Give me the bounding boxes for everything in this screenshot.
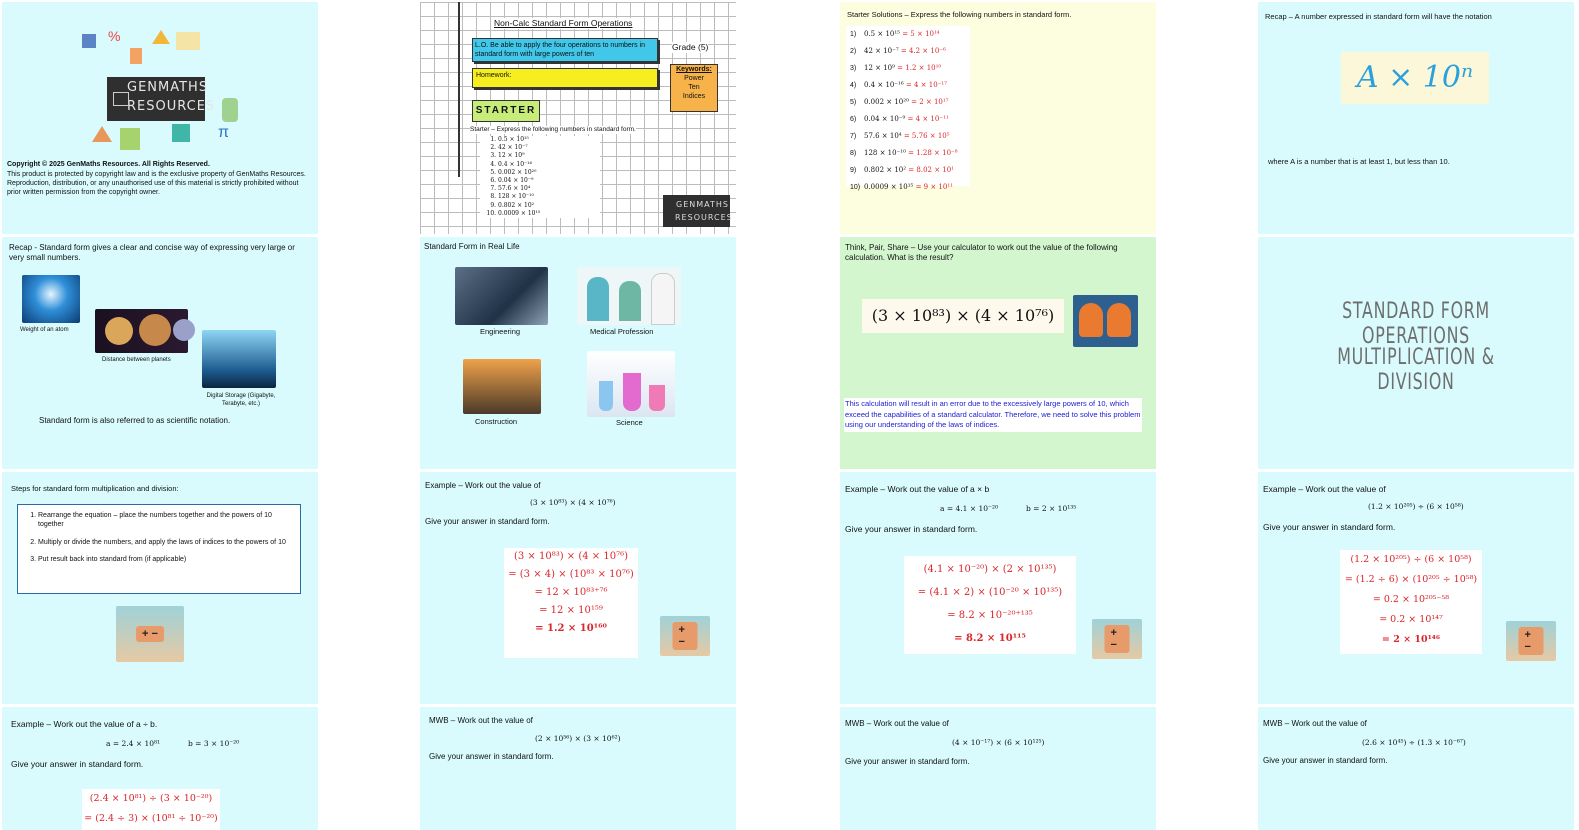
- atom-image: [22, 275, 80, 323]
- solution-number: 10): [850, 184, 861, 191]
- lo-box: L.O. Be able to apply the four operations to numbers in standard form with large powers of ten: [472, 38, 658, 62]
- working-line: = 8.2 × 10¹¹⁵: [954, 633, 1026, 644]
- construction-caption: Construction: [475, 417, 518, 426]
- solution-row: [846, 128, 970, 145]
- solution-row: [846, 145, 970, 162]
- planets-caption: Distance between planets: [102, 357, 171, 363]
- starter-item: 8. 128 × 10⁻¹⁰: [498, 193, 600, 201]
- slide-lesson-title[interactable]: [420, 2, 736, 234]
- ex4-b: b = 3 × 10⁻²⁰: [188, 739, 240, 748]
- working-line: (2.4 × 10⁸¹) ÷ (3 × 10⁻²⁰): [89, 793, 213, 804]
- mwb2-expression: (4 × 10⁻¹⁷) × (6 × 10¹²⁵): [952, 738, 1045, 747]
- plus-minus-tile: [1506, 621, 1556, 661]
- solution-question: 0.5 × 10¹⁵: [864, 30, 903, 38]
- starter-item: 5. 0.002 × 10²⁰: [498, 169, 600, 177]
- keyword-3: Indices: [682, 93, 706, 101]
- ex3-title: Example – Work out the value of: [1263, 484, 1386, 494]
- mwb3-expression: (2.6 × 10⁴⁵) ÷ (1.3 × 10⁻⁶⁷): [1362, 738, 1466, 747]
- tile-label: + −: [1519, 627, 1544, 655]
- mwb3-title: MWB – Work out the value of: [1263, 719, 1367, 728]
- working-line: = 1.2 × 10¹⁶⁰: [535, 623, 607, 634]
- ex2-b: b = 2 × 10¹³⁵: [1026, 504, 1077, 513]
- starter-question: Starter – Express the following numbers in standard form.: [470, 126, 636, 133]
- starter-item: 6. 0.04 × 10⁻⁹: [498, 177, 600, 185]
- solution-number: 1): [850, 31, 857, 38]
- ex1-working: [504, 548, 638, 658]
- tile-label: + −: [673, 622, 698, 650]
- starter-item: 1. 0.5 × 10¹⁵: [498, 136, 600, 144]
- storage-image: [202, 330, 276, 388]
- slide-example-1[interactable]: [420, 472, 736, 704]
- science-image: [587, 351, 675, 417]
- slide-section-title[interactable]: [1258, 237, 1574, 469]
- solution-number: 9): [850, 167, 857, 174]
- mwb2-title: MWB – Work out the value of: [845, 719, 949, 728]
- mwb3-instruction: Give your answer in standard form.: [1263, 756, 1388, 765]
- slide-example-3[interactable]: [1258, 472, 1574, 704]
- solution-row: [846, 111, 970, 128]
- keywords-title: Keywords:: [676, 66, 712, 73]
- working-line: = 0.2 × 10²⁰⁵⁻⁵⁸: [1372, 594, 1450, 605]
- solution-row: [846, 162, 970, 179]
- working-line: (4.1 × 10⁻²⁰) × (2 × 10¹³⁵): [923, 564, 1057, 575]
- tps-expression: (3 × 10⁸³) × (4 × 10⁷⁶): [862, 299, 1064, 333]
- logo-line-2: RESOURCES: [127, 99, 216, 114]
- ex1-instruction: Give your answer in standard form.: [425, 517, 550, 526]
- mwb2-instruction: Give your answer in standard form.: [845, 757, 970, 766]
- working-line: = (3 × 4) × (10⁸³ × 10⁷⁶): [508, 569, 634, 580]
- storage-caption: Digital Storage (Gigabyte, Terabyte, etc.): [206, 393, 276, 407]
- engineering-image: [455, 267, 548, 325]
- solution-answer: = 4.2 × 10⁻⁶: [900, 47, 946, 55]
- slide-mwb-1[interactable]: [420, 707, 736, 830]
- construction-image: [463, 359, 541, 414]
- mwb1-title: MWB – Work out the value of: [429, 716, 533, 725]
- ex4-instruction: Give your answer in standard form.: [11, 759, 144, 769]
- solution-number: 5): [850, 99, 857, 106]
- starter-item: 3. 12 × 10⁹: [498, 152, 600, 160]
- starter-list: [480, 136, 600, 218]
- starter-item: 10. 0.0009 × 10¹⁵: [498, 210, 600, 218]
- logo-line-1: GENMATHS: [127, 80, 209, 95]
- section-title-line-1: STANDARD FORM OPERATIONS: [1342, 299, 1490, 349]
- science-caption: Science: [616, 418, 643, 427]
- solution-question: 128 × 10⁻¹⁰: [864, 149, 909, 157]
- solution-answer: = 5.76 × 10⁵: [903, 132, 950, 140]
- solution-question: 0.4 × 10⁻¹⁶: [864, 81, 906, 89]
- genmaths-logo: [107, 77, 216, 121]
- solution-answer: = 4 × 10⁻¹⁷: [905, 81, 947, 89]
- slide-think-pair-share[interactable]: [840, 237, 1156, 469]
- slide-recap-notation[interactable]: [1258, 2, 1574, 234]
- ex3-working: [1340, 550, 1482, 654]
- starter-item: 2. 42 × 10⁻⁷: [498, 144, 600, 152]
- scientific-notation-note: Standard form is also referred to as scientific notation.: [39, 416, 231, 425]
- solution-number: 4): [850, 82, 857, 89]
- solution-question: 0.002 × 10²⁰: [864, 98, 912, 106]
- keywords-box: [670, 64, 718, 112]
- solution-question: 57.6 × 10⁴: [864, 132, 904, 140]
- slide-example-4[interactable]: [2, 707, 318, 830]
- solution-question: 12 × 10⁹: [864, 64, 898, 72]
- small-logo-line-1: GENMATHS: [676, 200, 729, 209]
- ex3-expression: (1.2 × 10²⁰⁵) ÷ (6 × 10⁵⁸): [1368, 502, 1464, 511]
- plus-minus-tile: [116, 606, 184, 662]
- copyright-body: This product is protected by copyright law and is the exclusive property of GenMaths Resources. Reproduction, distribution, or any unauthorised use of this material is strictly prohibited without prior written permission from the copyright owner.: [7, 171, 306, 197]
- ex4-working: [82, 789, 220, 830]
- steps-box: [17, 504, 301, 594]
- solution-row: [846, 43, 970, 60]
- starter-item: 7. 57.6 × 10⁴: [498, 185, 600, 193]
- tile-label: + −: [1105, 625, 1130, 653]
- solution-row: [846, 94, 970, 111]
- solution-number: 8): [850, 150, 857, 157]
- copyright-title: Copyright © 2025 GenMaths Resources. All Rights Reserved.: [7, 161, 210, 168]
- starter-item: 4. 0.4 × 10⁻¹⁶: [498, 161, 600, 169]
- solution-number: 7): [850, 133, 857, 140]
- slide-example-2[interactable]: [840, 472, 1156, 704]
- small-logo-line-2: RESOURCES: [675, 213, 733, 222]
- ex4-title: Example – Work out the value of a ÷ b.: [11, 719, 158, 729]
- clipart-icons: % π: [72, 28, 262, 158]
- real-life-title: Standard Form in Real Life: [424, 242, 520, 251]
- keyword-2: Ten: [688, 84, 700, 92]
- solution-question: 0.0009 × 10¹⁵: [864, 183, 916, 191]
- working-line: = 2 × 10¹⁴⁶: [1381, 634, 1441, 645]
- solutions-title: Starter Solutions – Express the following numbers in standard form.: [847, 10, 1072, 19]
- solution-row: [846, 77, 970, 94]
- solution-answer: = 8.02 × 10¹: [908, 166, 955, 174]
- steps-title: Steps for standard form multiplication and division:: [11, 484, 179, 493]
- solution-number: 2): [850, 48, 857, 55]
- working-line: = (2.4 ÷ 3) × (10⁸¹ ÷ 10⁻²⁰): [84, 813, 218, 824]
- working-line: = 8.2 × 10⁻²⁰⁺¹³⁵: [947, 610, 1033, 621]
- recap-sf-title: Recap - Standard form gives a clear and concise way of expressing very large or very small numbers.: [9, 243, 295, 263]
- slide-steps[interactable]: [2, 472, 318, 704]
- working-line: (1.2 × 10²⁰⁵) ÷ (6 × 10⁵⁸): [1350, 554, 1472, 565]
- solution-row: [846, 60, 970, 77]
- slide-mwb-2[interactable]: [840, 707, 1156, 830]
- engineering-caption: Engineering: [480, 327, 521, 336]
- solution-row: [846, 26, 970, 43]
- section-title-line-2: MULTIPLICATION & DIVISION: [1337, 345, 1495, 395]
- solution-number: 3): [850, 65, 857, 72]
- plus-minus-tile: [1092, 619, 1142, 659]
- step-item: 2. Multiply or divide the numbers, and apply the laws of indices to the powers of 10: [38, 538, 292, 547]
- recap-title: Recap – A number expressed in standard form will have the notation: [1265, 12, 1492, 21]
- ex1-title: Example – Work out the value of: [425, 481, 541, 490]
- solution-answer: = 1.28 × 10⁻⁸: [908, 149, 958, 157]
- medical-caption: Medical Profession: [590, 327, 654, 336]
- notation-explanation: where A is a number that is at least 1, but less than 10.: [1268, 157, 1450, 166]
- step-item: 1. Rearrange the equation – place the numbers together and the powers of 10 together: [38, 511, 292, 530]
- ex1-expression: (3 × 10⁸³) × (4 × 10⁷⁶): [530, 498, 616, 507]
- solution-question: 0.802 × 10²: [864, 166, 909, 174]
- logo-mark-icon: [113, 92, 129, 106]
- keyword-1: Power: [684, 75, 704, 83]
- working-line: = 12 × 10⁸³⁺⁷⁶: [534, 587, 608, 598]
- homework-box: Homework:: [472, 68, 658, 88]
- slide-recap-standard-form[interactable]: [2, 237, 318, 469]
- solution-row: [846, 179, 970, 196]
- working-line: = 12 × 10¹⁵⁹: [539, 605, 603, 616]
- tps-title: Think, Pair, Share – Use your calculator to work out the value of the following calculation. What is the result?: [845, 243, 1118, 263]
- tps-answer: This calculation will result in an error due to the excessively large powers of 10, which exceed the capabilities of a standard calculator. Therefore, we need to solve this problem using our understanding of the laws of indices.: [844, 398, 1142, 432]
- ex3-instruction: Give your answer in standard form.: [1263, 522, 1396, 532]
- grade-label: Grade (5): [672, 42, 709, 52]
- step-item: 3. Put result back into standard from (if applicable): [38, 555, 292, 564]
- ex2-instruction: Give your answer in standard form.: [845, 524, 978, 534]
- starter-badge: STARTER: [472, 100, 540, 122]
- mwb1-expression: (2 × 10⁵⁶) × (3 × 10⁶²): [535, 734, 621, 743]
- lesson-title: Non-Calc Standard Form Operations: [494, 18, 633, 28]
- slide-title-logo[interactable]: [2, 2, 318, 234]
- slide-starter-solutions[interactable]: [840, 2, 1156, 234]
- genmaths-small-logo: [663, 195, 733, 227]
- solution-question: 0.04 × 10⁻⁹: [864, 115, 908, 123]
- starter-item: 9. 0.802 × 10²: [498, 202, 600, 210]
- solution-answer: = 5 × 10¹⁴: [902, 30, 940, 38]
- solution-number: 6): [850, 116, 857, 123]
- ex2-title: Example – Work out the value of a × b: [845, 484, 990, 494]
- solution-answer: = 9 × 10¹¹: [915, 183, 953, 191]
- solution-question: 42 × 10⁻⁷: [864, 47, 901, 55]
- thinking-heads-image: [1073, 295, 1138, 347]
- ex2-a: a = 4.1 × 10⁻²⁰: [940, 504, 999, 513]
- working-line: = 0.2 × 10¹⁴⁷: [1379, 614, 1443, 625]
- solutions-list: [846, 26, 970, 191]
- solution-answer: = 2 × 10¹⁷: [911, 98, 949, 106]
- ex4-a: a = 2.4 × 10⁸¹: [106, 739, 161, 748]
- atom-caption: Weight of an atom: [20, 327, 69, 333]
- solution-answer: = 4 × 10⁻¹¹: [907, 115, 949, 123]
- solution-answer: = 1.2 × 10¹⁰: [897, 64, 942, 72]
- ex2-working: [904, 556, 1076, 654]
- working-line: = (4.1 × 2) × (10⁻²⁰ × 10¹³⁵): [917, 587, 1063, 598]
- slide-real-life[interactable]: [420, 237, 736, 469]
- medical-image: [577, 267, 681, 325]
- planets-image: [95, 309, 188, 353]
- notation-box: A × 10ⁿ: [1341, 52, 1489, 104]
- tile-label: + −: [136, 626, 164, 642]
- working-line: = (1.2 ÷ 6) × (10²⁰⁵ ÷ 10⁵⁸): [1344, 574, 1478, 585]
- working-line: (3 × 10⁸³) × (4 × 10⁷⁶): [513, 551, 629, 562]
- plus-minus-tile: [660, 616, 710, 656]
- slide-mwb-3[interactable]: [1258, 707, 1574, 830]
- mwb1-instruction: Give your answer in standard form.: [429, 752, 554, 761]
